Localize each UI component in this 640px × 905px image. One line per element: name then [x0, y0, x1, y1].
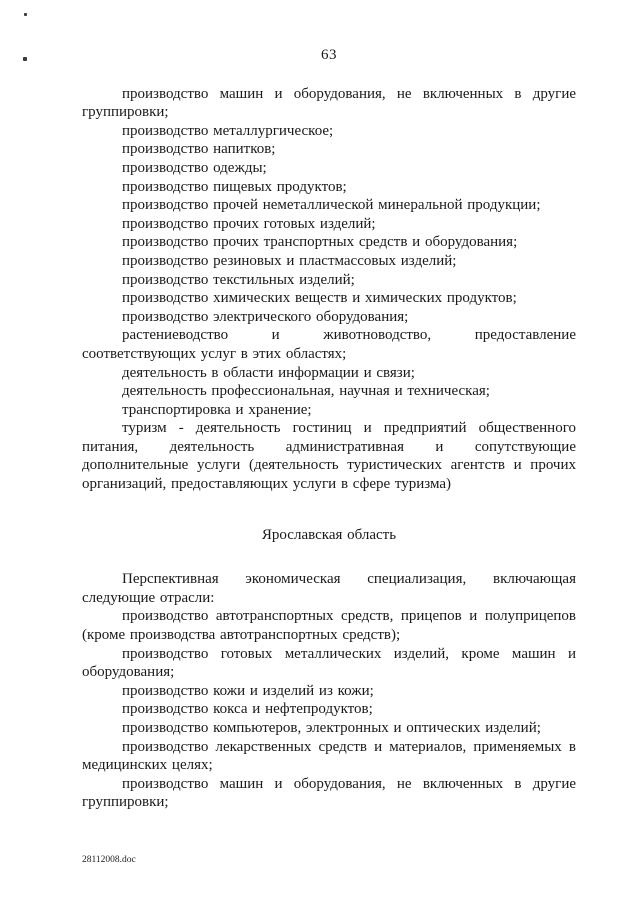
list-item-text: производство резиновых и пластмассовых изделий; — [122, 252, 457, 269]
list-item-text: производство кожи и изделий из кожи; — [122, 682, 374, 699]
page-number: 63 — [321, 47, 337, 63]
list-item-text: производство металлургическое; — [122, 122, 334, 139]
scan-artifact-dot — [23, 57, 27, 61]
list-item-text: производство прочих готовых изделий; — [122, 215, 376, 232]
list-item-text: туризм - деятельность гостиниц и предприятий общественного питания, деятельность административная и сопутствующие дополнительные услуги (деятельность туристических агентств и прочих организаций, предоставляющих услуги в сфере туризма) — [82, 420, 576, 493]
list-item-text: производство напитков; — [122, 141, 276, 158]
list-item-text: производство компьютеров, электронных и оптических изделий; — [122, 720, 541, 736]
list-item-text: производство машин и оборудования, не включенных в другие группировки; — [82, 85, 576, 121]
section-intro-text: Перспективная экономическая специализация, включающая следующие отрасли: — [82, 571, 576, 606]
list-item-text: производство пищевых продуктов; — [122, 178, 347, 195]
list-item-text: производство одежды; — [122, 159, 267, 176]
list-item-text: растениеводство и животноводство, предоставление соответствующих услуг в этих областях; — [82, 327, 576, 362]
list-item-text: деятельность профессиональная, научная и техническая; — [122, 383, 490, 400]
list-item-text: производство прочей неметаллической минеральной продукции; — [122, 197, 541, 214]
list-item-text: производство электрического оборудования; — [122, 308, 409, 325]
scan-artifact-dot — [24, 13, 27, 16]
list-item-text: производство готовых металлических изделий, кроме машин и оборудования; — [82, 645, 576, 681]
body-text — [82, 85, 576, 812]
list-item-text: производство кокса и нефтепродуктов; — [122, 701, 373, 718]
list-item-text: производство лекарственных средств и материалов, применяемых в медицинских целях; — [82, 738, 576, 774]
section-heading: Ярославская область — [261, 526, 397, 543]
list-item-text: производство текстильных изделий; — [122, 271, 355, 288]
list-item-text: производство химических веществ и химических продуктов; — [122, 290, 517, 307]
list-item-text: производство прочих транспортных средств и оборудования; — [122, 234, 518, 251]
list-item-text: деятельность в области информации и связи; — [122, 364, 415, 381]
document-footer-filename: 28112008.doc — [82, 855, 136, 865]
list-item-text: транспортировка и хранение; — [122, 401, 312, 418]
list-item-text: производство машин и оборудования, не включенных в другие группировки; — [82, 775, 576, 811]
list-item-text: производство автотранспортных средств, прицепов и полуприцепов (кроме производства автотранспортных средств); — [82, 608, 576, 644]
page-content — [82, 0, 576, 812]
